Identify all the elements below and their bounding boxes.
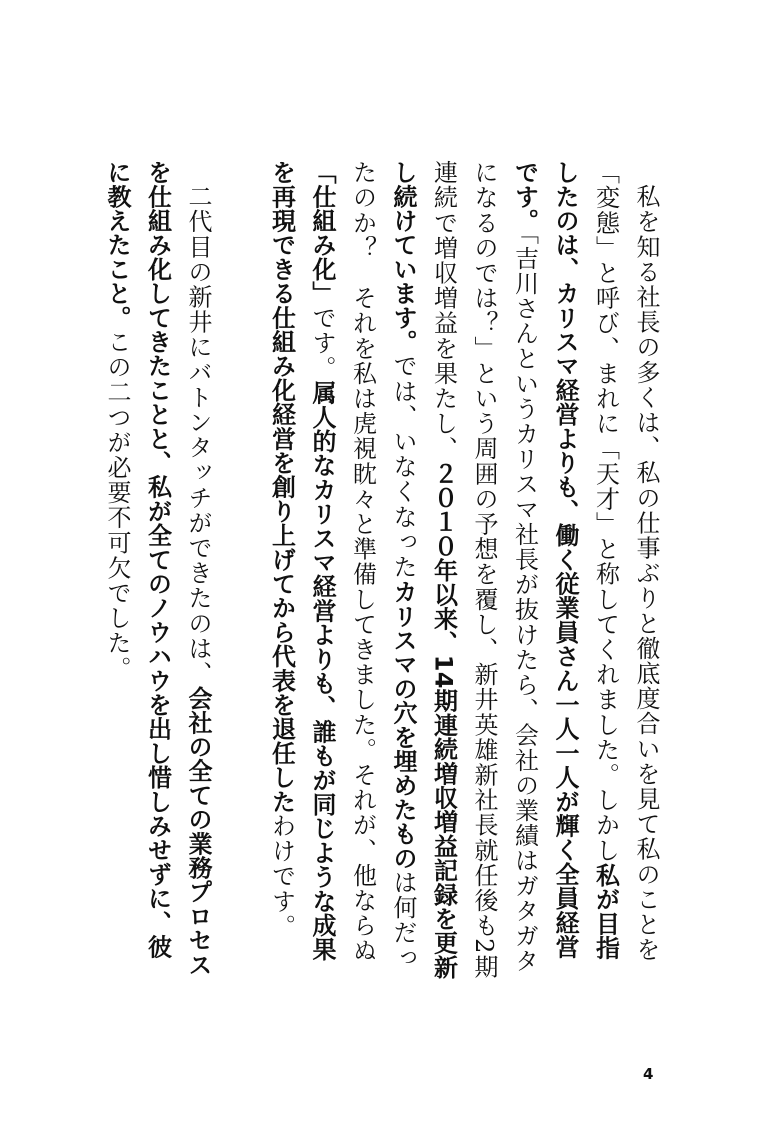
paragraph-2-segment-3: この二つが必要不可欠でした。 bbox=[103, 329, 131, 681]
paragraph-1 bbox=[261, 160, 666, 980]
paragraph-1-segment-2-bold: 私が目指したのは、カリスマ経営よりも、働く従業員さん一人一人が輝く全員経営です。 bbox=[510, 160, 620, 960]
paragraph-1-segment-8-bold: 「仕組み化」 bbox=[308, 160, 336, 306]
page-number: 4 bbox=[643, 1065, 654, 1083]
paragraph-1-segment-7: は何だったのか？ それを私は虎視眈々と準備してきました。それが、他ならぬ bbox=[348, 160, 417, 971]
paragraph-1-segment-5: では、いなくなった bbox=[389, 353, 417, 580]
paragraph-1-segment-1: 私を知る社長の多くは、私の仕事ぶりと徹底度合いを見て私のことを「変態」と呼び、まれに「天才」と称してくれました。しかし bbox=[591, 160, 660, 963]
paragraph-1-segment-4-bold: ２０１０年以来、14期連続増収増益記録を更新し続けています。 bbox=[389, 160, 458, 980]
paragraph-1-segment-6-bold: カリスマの穴を埋めたもの bbox=[389, 579, 417, 870]
vertical-text-body bbox=[97, 160, 667, 980]
paragraph-1-segment-10-bold: 属人的なカリスマ経営よりも、誰もが同じような成果を再現できる仕組み化経営を創り上げてから代表を退任した bbox=[267, 160, 336, 962]
paragraph-2 bbox=[97, 160, 219, 980]
paragraph-2-segment-1: 二代目の新井にバトンタッチができたのは、 bbox=[184, 184, 212, 686]
paragraph-1-segment-11: わけです。 bbox=[267, 813, 296, 939]
paragraph-1-segment-3: 「吉川さんというカリスマ社長が抜けたら、会社の業績はガタガタになるのでは？」という周囲の予想を覆し、新井英雄新社長就任後も2期連続で増収増益を果たし、 bbox=[429, 160, 539, 980]
paragraph-1-segment-9: です。 bbox=[308, 305, 336, 381]
paragraph-2-segment-2-bold: 会社の全ての業務プロセスを仕組み化してきたことと、私が全てのノウハウを出し惜しみせずに、彼に教えたこと。 bbox=[103, 160, 212, 977]
